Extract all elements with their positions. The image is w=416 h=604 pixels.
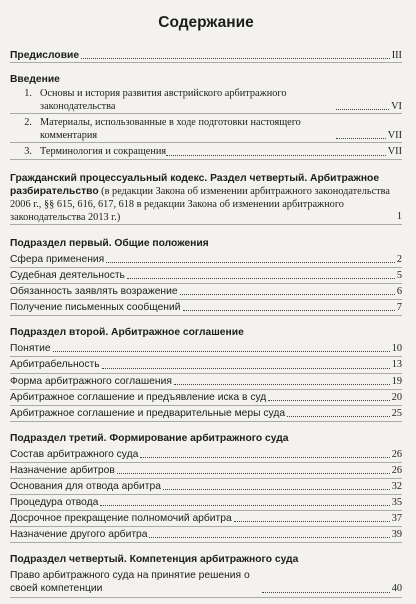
toc-entry-label: Основания для отвода арбитра [10, 480, 161, 492]
leader-dots [163, 489, 390, 490]
toc-page-number: 40 [391, 583, 402, 595]
toc-entry-label: Материалы, использованные в ходе подготовки настоящего комментария [40, 117, 301, 142]
toc-entry[interactable] [10, 341, 402, 357]
toc-page-number: 35 [391, 497, 402, 509]
toc-page-number: 25 [391, 407, 402, 419]
toc-entry-label: Назначение арбитров [10, 464, 115, 476]
leader-dots [180, 294, 395, 295]
toc-entry-label: Судебная деятельность [10, 270, 125, 282]
toc-page-number: 20 [391, 391, 402, 403]
toc-page-number: 7 [396, 302, 402, 314]
civil-code-note: (в редакции Закона об изменении арбитражного законодательства 2006 г., §§ 615, 616, 617, 618 в редакции Закона об изменении арбитражного законодательства 2013 г.) [10, 185, 390, 223]
toc-page-number: 10 [391, 343, 402, 355]
leader-dots [102, 368, 390, 369]
toc-page-number: 19 [391, 375, 402, 387]
toc-page-number: 2 [396, 253, 402, 265]
toc-entry[interactable] [10, 374, 402, 390]
toc-entry[interactable] [10, 357, 402, 373]
toc-entry-label: Сфера применения [10, 253, 105, 265]
toc-page-number: 26 [391, 464, 402, 476]
subsection-heading: Подраздел первый. Общие положения [10, 237, 209, 249]
toc-entry-label: Арбитрабельность [10, 359, 100, 371]
toc-entry-label: Получение письменных сообщений [10, 302, 181, 314]
toc-entry[interactable] [10, 511, 402, 527]
toc-entry-label: Предисловие [10, 50, 80, 61]
toc-page-number: 37 [391, 513, 402, 525]
subsection-heading: Подраздел второй. Арбитражное соглашение [10, 327, 244, 339]
toc-page-number: VII [387, 130, 402, 142]
toc-page-number: 6 [396, 286, 402, 298]
leader-dots [336, 109, 389, 110]
toc-page-number: 32 [391, 480, 402, 492]
subsection-heading: Подраздел третий. Формирование арбитражного суда [10, 432, 289, 444]
toc-page-number: 39 [391, 529, 402, 541]
subsections-container [10, 225, 402, 598]
toc-entry[interactable] [10, 479, 402, 495]
toc-entry[interactable] [10, 568, 402, 597]
toc-entry-label: Состав арбитражного суда [10, 448, 139, 460]
item-number: 2. [24, 117, 32, 129]
leader-dots [53, 351, 390, 352]
leader-dots [174, 384, 390, 385]
leader-dots [234, 521, 390, 522]
toc-page [10, 14, 402, 598]
toc-page-number: 26 [391, 448, 402, 460]
toc-page-number: 1 [396, 210, 402, 222]
toc-entry-civil-code[interactable] [10, 172, 402, 225]
toc-entry-label: Назначение другого арбитра [10, 529, 148, 541]
toc-entry[interactable] [10, 495, 402, 511]
toc-page-number: VII [387, 146, 402, 158]
toc-entry-label: Процедура отвода [10, 497, 99, 509]
toc-entry[interactable] [10, 406, 402, 422]
toc-entry[interactable] [10, 300, 402, 316]
toc-entry-label: Арбитражное соглашение и предварительные меры суда [10, 407, 286, 419]
leader-dots [106, 262, 395, 263]
toc-page-number: 13 [391, 359, 402, 371]
toc-entry-label: Терминология и сокращения [40, 146, 167, 158]
leader-dots [100, 505, 389, 506]
toc-entry-intro[interactable] [10, 145, 402, 159]
toc-entry[interactable] [10, 463, 402, 479]
toc-page-number: III [391, 50, 402, 61]
leader-dots [262, 592, 390, 593]
toc-entry-preface[interactable] [10, 49, 402, 63]
subsection-heading: Подраздел четвертый. Компетенция арбитражного суда [10, 554, 299, 566]
toc-page-number: 5 [396, 270, 402, 282]
toc-entry-label: Понятие [10, 343, 51, 355]
toc-entry-intro[interactable] [10, 87, 402, 114]
civil-code-title: Гражданский процессуальный кодекс. Раздел четвертый. Арбитражное разбирательство [10, 172, 380, 197]
leader-dots [117, 473, 390, 474]
item-number: 1. [24, 88, 32, 100]
toc-entry-label: Арбитражное соглашение и предъявление иска в суд [10, 391, 267, 403]
toc-entry-label: Право арбитражного суда на принятие решения о своей компетенции [10, 570, 250, 595]
toc-entry[interactable] [10, 284, 402, 300]
leader-dots [183, 310, 395, 311]
leader-dots [127, 278, 395, 279]
section-heading-introduction: Введение [10, 74, 60, 86]
toc-entry-intro[interactable] [10, 116, 402, 143]
toc-entry[interactable] [10, 268, 402, 284]
toc-entry-label: Обязанность заявлять возражение [10, 286, 178, 298]
leader-dots [268, 400, 389, 401]
toc-entry-label: Досрочное прекращение полномочий арбитра [10, 513, 232, 525]
toc-entry-label: Форма арбитражного соглашения [10, 375, 172, 387]
toc-entry[interactable] [10, 527, 402, 543]
leader-dots [166, 155, 386, 156]
leader-dots [149, 537, 389, 538]
item-number: 3. [24, 146, 32, 158]
introduction-list [10, 87, 402, 159]
toc-entry[interactable] [10, 447, 402, 463]
leader-dots [336, 138, 386, 139]
leader-dots [140, 457, 389, 458]
toc-entry[interactable] [10, 390, 402, 406]
toc-page-number: VI [391, 101, 402, 113]
leader-dots [81, 58, 390, 59]
leader-dots [287, 416, 390, 417]
toc-entry[interactable] [10, 252, 402, 268]
page-title: Содержание [158, 14, 254, 31]
toc-entry-label: Основы и история развития австрийского арбитражного законодательства [40, 88, 287, 113]
